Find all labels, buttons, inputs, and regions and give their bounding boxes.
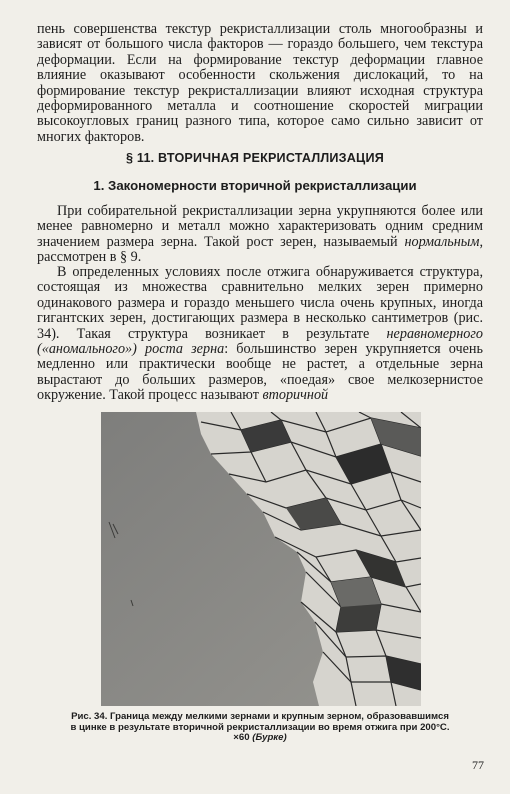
paragraph-abnormal-growth [37, 265, 483, 404]
para2-text-start: При собирательной рекристаллизации зерна укрупняются более или менее равномерно и металл можно характеризовать одним средним значением размера зерна. Такой рост зерен, называемый [37, 203, 483, 250]
caption-text: Рис. 34. Граница между мелкими зернами и крупным зерном, образовавшимся в цинке в результате вторичной рекристаллизации во время отжига при 200°С. ×60 [70, 711, 450, 744]
para3-italic-term: неравномерного («аномального») роста зерна [37, 325, 483, 358]
para3-text-start: В определенных условиях после отжига обнаруживается структура, состоящая из множества сравнительно мелких зерен примерно одинакового размера и гораздо меньшего числа очень крупных, иногда гигантских зерен, достигающих размера в несколько сантиметров (рис. 34). Такая структура возникает в результате [37, 264, 483, 342]
para2-text-end: , рассмотрен в § 9. [37, 233, 483, 266]
micrograph-image [101, 412, 421, 706]
para2-italic-term: нормальным [404, 233, 480, 250]
para3-italic-term-2: вторичной [262, 387, 329, 404]
paragraph-top [37, 22, 483, 145]
paragraph-top-text: пень совершенства текстур рекристаллизации столь многообразны и зависят от большого числа факторов — гораздо большего, чем текстура деформации. Если на формирование текстур деформации главное влияние оказывают особенности скольжения дислокаций, то на формирование текстур рекристаллизации влияют исходная структура деформированного металла и соотношение скоростей миграции высокоугловых границ разного типа, которое само сильно зависит от многих факторов. [37, 21, 483, 145]
paragraph-normal-growth [37, 204, 483, 266]
figure-caption [70, 712, 450, 744]
para3-text-mid: : большинство зерен укрупняется очень медленно или практически вообще не растет, а отдельные зерна вырастают до больших размеров, «поедая» свое мелкозернистое окружение. Такой процесс называют [37, 341, 483, 404]
micrograph-figure [101, 412, 421, 706]
section-title: § 11. ВТОРИЧНАЯ РЕКРИСТАЛЛИЗАЦИЯ [126, 151, 384, 165]
page-number: 77 [472, 758, 484, 772]
subsection-title: 1. Закономерности вторичной рекристаллизации [93, 178, 417, 193]
caption-author: (Бурке) [252, 732, 287, 744]
